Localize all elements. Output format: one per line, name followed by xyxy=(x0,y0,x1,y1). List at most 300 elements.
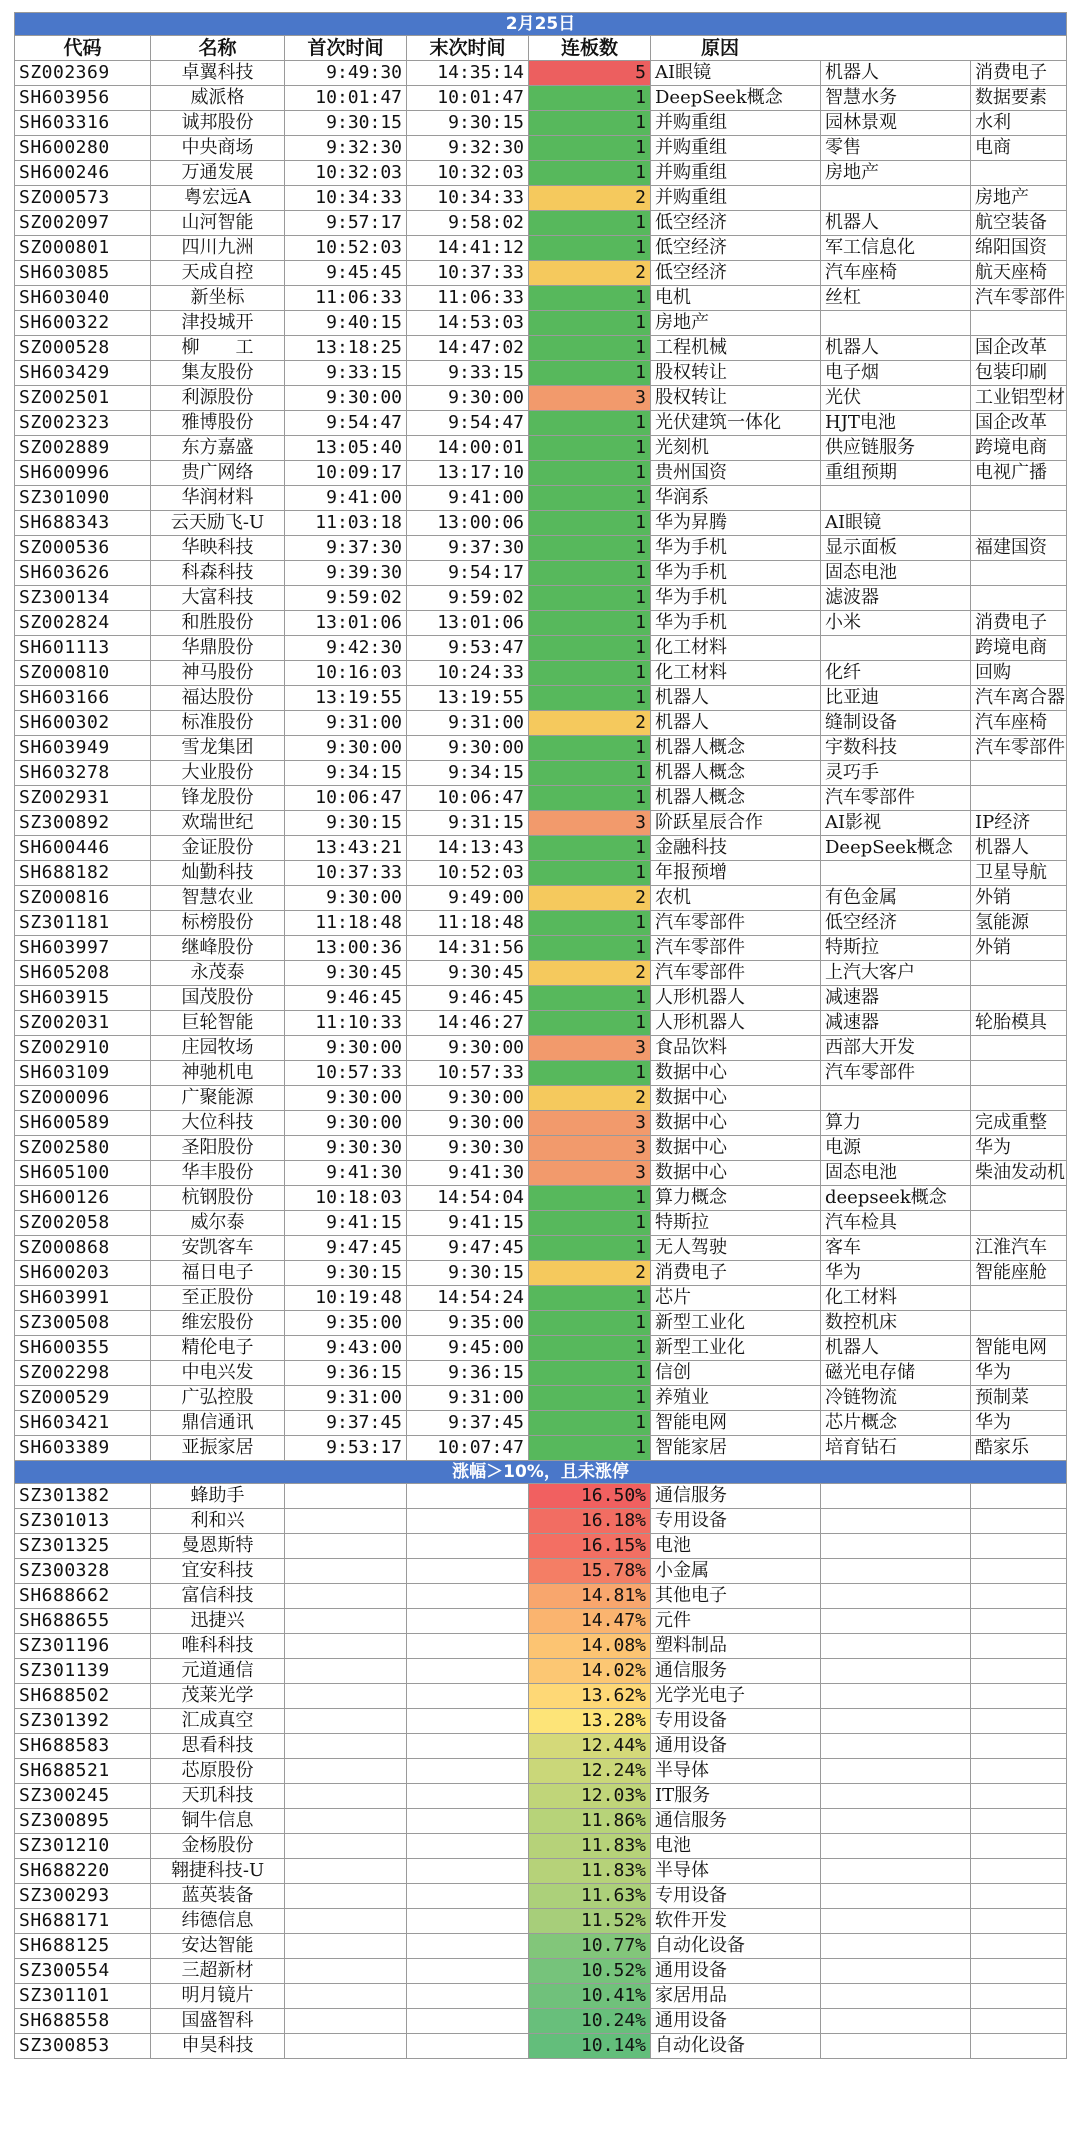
last-limit-time: 9:54:47 xyxy=(407,411,529,436)
stock-code: SZ301382 xyxy=(15,1484,151,1509)
industry: 通信服务 xyxy=(651,1659,821,1684)
industry: 专用设备 xyxy=(651,1709,821,1734)
reason-secondary: 数控机床 xyxy=(821,1311,971,1336)
first-limit-time: 10:09:17 xyxy=(285,461,407,486)
stock-name: 杭钢股份 xyxy=(151,1186,285,1211)
last-limit-time: 9:37:30 xyxy=(407,536,529,561)
empty-cell xyxy=(971,1934,1067,1959)
reason-secondary: 丝杠 xyxy=(821,286,971,311)
consecutive-boards: 3 xyxy=(529,1136,651,1161)
consecutive-boards: 1 xyxy=(529,1211,651,1236)
stock-code: SH600446 xyxy=(15,836,151,861)
reason-secondary: 固态电池 xyxy=(821,1161,971,1186)
consecutive-boards: 2 xyxy=(529,886,651,911)
first-limit-time: 10:32:03 xyxy=(285,161,407,186)
empty-cell xyxy=(821,1584,971,1609)
stock-code: SZ002369 xyxy=(15,61,151,86)
consecutive-boards: 5 xyxy=(529,61,651,86)
reason-tertiary: 跨境电商 xyxy=(971,436,1067,461)
table-row xyxy=(15,236,1067,261)
reason-tertiary xyxy=(971,561,1067,586)
table-row xyxy=(15,1286,1067,1311)
limit-up-body xyxy=(15,61,1067,1461)
consecutive-boards: 1 xyxy=(529,1386,651,1411)
reason-tertiary xyxy=(971,1036,1067,1061)
stock-code: SH603949 xyxy=(15,736,151,761)
reason-secondary: 减速器 xyxy=(821,1011,971,1036)
stock-code: SZ300892 xyxy=(15,811,151,836)
last-limit-time: 9:31:15 xyxy=(407,811,529,836)
table-row xyxy=(15,1484,1067,1509)
reason-tertiary: 汽车零部件 xyxy=(971,736,1067,761)
last-limit-time: 9:32:30 xyxy=(407,136,529,161)
empty-cell xyxy=(407,1634,529,1659)
stock-code: SZ000096 xyxy=(15,1086,151,1111)
last-limit-time: 9:53:47 xyxy=(407,636,529,661)
stock-name: 雪龙集团 xyxy=(151,736,285,761)
first-limit-time: 9:30:30 xyxy=(285,1136,407,1161)
reason-primary: 股权转让 xyxy=(651,361,821,386)
stock-code: SH688220 xyxy=(15,1859,151,1884)
reason-primary: 并购重组 xyxy=(651,136,821,161)
last-limit-time: 9:58:02 xyxy=(407,211,529,236)
first-limit-time: 9:47:45 xyxy=(285,1236,407,1261)
consecutive-boards: 1 xyxy=(529,411,651,436)
stock-name: 和胜股份 xyxy=(151,611,285,636)
stock-code: SH688655 xyxy=(15,1609,151,1634)
table-row xyxy=(15,1884,1067,1909)
table-row xyxy=(15,1411,1067,1436)
industry: 通用设备 xyxy=(651,2009,821,2034)
stock-name: 圣阳股份 xyxy=(151,1136,285,1161)
first-limit-time: 9:54:47 xyxy=(285,411,407,436)
gainers-title-band: 涨幅＞10%，且未涨停 xyxy=(15,1461,1067,1484)
reason-tertiary: 绵阳国资 xyxy=(971,236,1067,261)
stock-name: 安达智能 xyxy=(151,1934,285,1959)
consecutive-boards: 3 xyxy=(529,1161,651,1186)
reason-primary: 消费电子 xyxy=(651,1261,821,1286)
stock-table xyxy=(14,12,1067,2059)
empty-cell xyxy=(971,1784,1067,1809)
reason-secondary: 灵巧手 xyxy=(821,761,971,786)
reason-secondary: 汽车零部件 xyxy=(821,1061,971,1086)
last-limit-time: 9:37:45 xyxy=(407,1411,529,1436)
stock-code: SH603991 xyxy=(15,1286,151,1311)
first-limit-time: 9:37:45 xyxy=(285,1411,407,1436)
table-row xyxy=(15,1036,1067,1061)
table-row xyxy=(15,1311,1067,1336)
stock-name: 大业股份 xyxy=(151,761,285,786)
stock-code: SZ002889 xyxy=(15,436,151,461)
industry: 电池 xyxy=(651,1534,821,1559)
last-limit-time: 10:57:33 xyxy=(407,1061,529,1086)
reason-primary: 华为手机 xyxy=(651,536,821,561)
reason-tertiary: 跨境电商 xyxy=(971,636,1067,661)
gain-percent: 12.44% xyxy=(529,1734,651,1759)
empty-cell xyxy=(971,1659,1067,1684)
consecutive-boards: 1 xyxy=(529,936,651,961)
gain-percent: 11.52% xyxy=(529,1909,651,1934)
reason-primary: 人形机器人 xyxy=(651,1011,821,1036)
first-limit-time: 9:30:15 xyxy=(285,811,407,836)
reason-primary: 华为手机 xyxy=(651,561,821,586)
reason-primary: 算力概念 xyxy=(651,1186,821,1211)
reason-tertiary: 包装印刷 xyxy=(971,361,1067,386)
consecutive-boards: 3 xyxy=(529,386,651,411)
last-limit-time: 9:30:15 xyxy=(407,111,529,136)
empty-cell xyxy=(971,1584,1067,1609)
reason-primary: 人形机器人 xyxy=(651,986,821,1011)
table-row xyxy=(15,136,1067,161)
consecutive-boards: 1 xyxy=(529,236,651,261)
reason-primary: 无人驾驶 xyxy=(651,1236,821,1261)
stock-code: SH603956 xyxy=(15,86,151,111)
last-limit-time: 9:41:00 xyxy=(407,486,529,511)
header-boards: 连板数 xyxy=(529,36,651,61)
stock-code: SZ300328 xyxy=(15,1559,151,1584)
reason-secondary: DeepSeek概念 xyxy=(821,836,971,861)
consecutive-boards: 1 xyxy=(529,836,651,861)
reason-secondary: 培育钻石 xyxy=(821,1436,971,1461)
header-name: 名称 xyxy=(151,36,285,61)
consecutive-boards: 1 xyxy=(529,686,651,711)
stock-name: 迅捷兴 xyxy=(151,1609,285,1634)
reason-primary: 股权转让 xyxy=(651,386,821,411)
empty-cell xyxy=(821,1884,971,1909)
empty-cell xyxy=(821,1834,971,1859)
table-row xyxy=(15,586,1067,611)
reason-tertiary: 福建国资 xyxy=(971,536,1067,561)
industry: 半导体 xyxy=(651,1759,821,1784)
last-limit-time: 9:59:02 xyxy=(407,586,529,611)
industry: 软件开发 xyxy=(651,1909,821,1934)
empty-cell xyxy=(285,1809,407,1834)
reason-secondary xyxy=(821,636,971,661)
reason-tertiary: 水利 xyxy=(971,111,1067,136)
stock-code: SH688125 xyxy=(15,1934,151,1959)
last-limit-time: 9:49:00 xyxy=(407,886,529,911)
stock-name: 津投城开 xyxy=(151,311,285,336)
header-code: 代码 xyxy=(15,36,151,61)
table-row xyxy=(15,836,1067,861)
reason-secondary xyxy=(821,186,971,211)
table-row xyxy=(15,1859,1067,1884)
reason-primary: 农机 xyxy=(651,886,821,911)
last-limit-time: 11:06:33 xyxy=(407,286,529,311)
empty-cell xyxy=(821,1909,971,1934)
reason-primary: 信创 xyxy=(651,1361,821,1386)
reason-primary: 新型工业化 xyxy=(651,1336,821,1361)
stock-code: SH600280 xyxy=(15,136,151,161)
header-reason: 原因 xyxy=(651,36,1067,61)
reason-secondary: 电子烟 xyxy=(821,361,971,386)
reason-primary: 数据中心 xyxy=(651,1086,821,1111)
reason-secondary: AI影视 xyxy=(821,811,971,836)
reason-secondary xyxy=(821,861,971,886)
table-row xyxy=(15,1934,1067,1959)
stock-name: 威派格 xyxy=(151,86,285,111)
first-limit-time: 9:30:15 xyxy=(285,1261,407,1286)
first-limit-time: 13:05:40 xyxy=(285,436,407,461)
empty-cell xyxy=(285,1834,407,1859)
reason-tertiary xyxy=(971,961,1067,986)
industry: 通用设备 xyxy=(651,1734,821,1759)
industry: 专用设备 xyxy=(651,1509,821,1534)
gain-percent: 11.86% xyxy=(529,1809,651,1834)
stock-code: SZ301392 xyxy=(15,1709,151,1734)
reason-secondary: 低空经济 xyxy=(821,911,971,936)
table-row xyxy=(15,1509,1067,1534)
consecutive-boards: 1 xyxy=(529,436,651,461)
reason-primary: 光伏建筑一体化 xyxy=(651,411,821,436)
table-row xyxy=(15,1261,1067,1286)
stock-name: 元道通信 xyxy=(151,1659,285,1684)
gain-percent: 14.81% xyxy=(529,1584,651,1609)
stock-name: 华润材料 xyxy=(151,486,285,511)
consecutive-boards: 1 xyxy=(529,511,651,536)
reason-secondary: 园林景观 xyxy=(821,111,971,136)
stock-name: 灿勤科技 xyxy=(151,861,285,886)
empty-cell xyxy=(407,1734,529,1759)
reason-primary: 智能家居 xyxy=(651,1436,821,1461)
table-row xyxy=(15,1111,1067,1136)
reason-primary: 机器人 xyxy=(651,711,821,736)
reason-secondary: 特斯拉 xyxy=(821,936,971,961)
last-limit-time: 9:46:45 xyxy=(407,986,529,1011)
consecutive-boards: 2 xyxy=(529,961,651,986)
stock-name: 万通发展 xyxy=(151,161,285,186)
last-limit-time: 9:36:15 xyxy=(407,1361,529,1386)
empty-cell xyxy=(971,1634,1067,1659)
stock-code: SH688171 xyxy=(15,1909,151,1934)
last-limit-time: 14:47:02 xyxy=(407,336,529,361)
empty-cell xyxy=(407,1759,529,1784)
reason-tertiary: 预制菜 xyxy=(971,1386,1067,1411)
empty-cell xyxy=(407,1909,529,1934)
reason-primary: 数据中心 xyxy=(651,1061,821,1086)
first-limit-time: 10:18:03 xyxy=(285,1186,407,1211)
gain-percent: 10.24% xyxy=(529,2009,651,2034)
last-limit-time: 14:35:14 xyxy=(407,61,529,86)
stock-code: SZ300245 xyxy=(15,1784,151,1809)
reason-tertiary: 轮胎模具 xyxy=(971,1011,1067,1036)
empty-cell xyxy=(821,1959,971,1984)
table-row xyxy=(15,1186,1067,1211)
stock-code: SH603421 xyxy=(15,1411,151,1436)
first-limit-time: 9:33:15 xyxy=(285,361,407,386)
empty-cell xyxy=(971,1609,1067,1634)
reason-tertiary xyxy=(971,1186,1067,1211)
stock-code: SH601113 xyxy=(15,636,151,661)
first-limit-time: 9:53:17 xyxy=(285,1436,407,1461)
last-limit-time: 9:30:30 xyxy=(407,1136,529,1161)
table-row xyxy=(15,361,1067,386)
gain-percent: 14.02% xyxy=(529,1659,651,1684)
industry: 半导体 xyxy=(651,1859,821,1884)
stock-code: SZ000816 xyxy=(15,886,151,911)
consecutive-boards: 1 xyxy=(529,86,651,111)
first-limit-time: 9:49:30 xyxy=(285,61,407,86)
consecutive-boards: 2 xyxy=(529,1086,651,1111)
reason-primary: 并购重组 xyxy=(651,111,821,136)
stock-name: 安凯客车 xyxy=(151,1236,285,1261)
stock-code: SH600322 xyxy=(15,311,151,336)
header-first-time: 首次时间 xyxy=(285,36,407,61)
column-header-row xyxy=(15,36,1067,61)
stock-name: 广聚能源 xyxy=(151,1086,285,1111)
last-limit-time: 14:53:03 xyxy=(407,311,529,336)
empty-cell xyxy=(407,1609,529,1634)
consecutive-boards: 3 xyxy=(529,1036,651,1061)
stock-name: 雅博股份 xyxy=(151,411,285,436)
stock-name: 国茂股份 xyxy=(151,986,285,1011)
empty-cell xyxy=(821,1809,971,1834)
last-limit-time: 9:30:00 xyxy=(407,1111,529,1136)
first-limit-time: 9:30:45 xyxy=(285,961,407,986)
reason-tertiary xyxy=(971,161,1067,186)
stock-name: 标榜股份 xyxy=(151,911,285,936)
reason-tertiary: 电视广播 xyxy=(971,461,1067,486)
empty-cell xyxy=(407,1934,529,1959)
empty-cell xyxy=(821,1484,971,1509)
consecutive-boards: 1 xyxy=(529,486,651,511)
reason-primary: 贵州国资 xyxy=(651,461,821,486)
stock-name: 中央商场 xyxy=(151,136,285,161)
table-row xyxy=(15,736,1067,761)
reason-tertiary xyxy=(971,1311,1067,1336)
reason-primary: 并购重组 xyxy=(651,161,821,186)
first-limit-time: 10:34:33 xyxy=(285,186,407,211)
stock-code: SH688343 xyxy=(15,511,151,536)
consecutive-boards: 1 xyxy=(529,1361,651,1386)
empty-cell xyxy=(285,1734,407,1759)
last-limit-time: 9:45:00 xyxy=(407,1336,529,1361)
table-row xyxy=(15,1959,1067,1984)
empty-cell xyxy=(407,1659,529,1684)
reason-tertiary: 数据要素 xyxy=(971,86,1067,111)
reason-primary: 数据中心 xyxy=(651,1136,821,1161)
reason-primary: 并购重组 xyxy=(651,186,821,211)
empty-cell xyxy=(407,1859,529,1884)
last-limit-time: 9:30:00 xyxy=(407,386,529,411)
stock-name: 思看科技 xyxy=(151,1734,285,1759)
consecutive-boards: 1 xyxy=(529,311,651,336)
reason-secondary: HJT电池 xyxy=(821,411,971,436)
consecutive-boards: 1 xyxy=(529,1336,651,1361)
gain-percent: 10.14% xyxy=(529,2034,651,2059)
consecutive-boards: 1 xyxy=(529,1286,651,1311)
table-row xyxy=(15,186,1067,211)
stock-code: SH603316 xyxy=(15,111,151,136)
stock-name: 汇成真空 xyxy=(151,1709,285,1734)
table-row xyxy=(15,286,1067,311)
gain-percent: 10.41% xyxy=(529,1984,651,2009)
reason-secondary: 显示面板 xyxy=(821,536,971,561)
empty-cell xyxy=(285,1884,407,1909)
last-limit-time: 9:31:00 xyxy=(407,1386,529,1411)
reason-primary: 智能电网 xyxy=(651,1411,821,1436)
stock-name: 天玑科技 xyxy=(151,1784,285,1809)
reason-secondary: 智慧水务 xyxy=(821,86,971,111)
stock-name: 三超新材 xyxy=(151,1959,285,1984)
stock-code: SH600246 xyxy=(15,161,151,186)
last-limit-time: 9:30:15 xyxy=(407,1261,529,1286)
reason-tertiary: 氢能源 xyxy=(971,911,1067,936)
reason-tertiary: 机器人 xyxy=(971,836,1067,861)
reason-tertiary: 华为 xyxy=(971,1136,1067,1161)
stock-name: 智慧农业 xyxy=(151,886,285,911)
empty-cell xyxy=(821,1759,971,1784)
stock-name: 大位科技 xyxy=(151,1111,285,1136)
reason-secondary: 有色金属 xyxy=(821,886,971,911)
last-limit-time: 14:46:27 xyxy=(407,1011,529,1036)
empty-cell xyxy=(285,1684,407,1709)
first-limit-time: 9:57:17 xyxy=(285,211,407,236)
first-limit-time: 10:57:33 xyxy=(285,1061,407,1086)
empty-cell xyxy=(407,2034,529,2059)
reason-tertiary: 汽车离合器 xyxy=(971,686,1067,711)
table-row xyxy=(15,611,1067,636)
reason-primary: 房地产 xyxy=(651,311,821,336)
stock-code: SZ002580 xyxy=(15,1136,151,1161)
reason-tertiary: 国企改革 xyxy=(971,411,1067,436)
stock-name: 鼎信通讯 xyxy=(151,1411,285,1436)
consecutive-boards: 1 xyxy=(529,911,651,936)
empty-cell xyxy=(407,1534,529,1559)
reason-tertiary: 智能座舱 xyxy=(971,1261,1067,1286)
first-limit-time: 9:36:15 xyxy=(285,1361,407,1386)
gainers-body xyxy=(15,1484,1067,2059)
table-row xyxy=(15,1809,1067,1834)
stock-name: 明月镜片 xyxy=(151,1984,285,2009)
reason-tertiary: 华为 xyxy=(971,1411,1067,1436)
empty-cell xyxy=(821,1709,971,1734)
reason-secondary: 固态电池 xyxy=(821,561,971,586)
empty-cell xyxy=(821,1734,971,1759)
stock-name: 金杨股份 xyxy=(151,1834,285,1859)
stock-name: 国盛智科 xyxy=(151,2009,285,2034)
table-row xyxy=(15,686,1067,711)
reason-primary: 新型工业化 xyxy=(651,1311,821,1336)
industry: 专用设备 xyxy=(651,1884,821,1909)
stock-code: SH603997 xyxy=(15,936,151,961)
consecutive-boards: 1 xyxy=(529,986,651,1011)
empty-cell xyxy=(971,1484,1067,1509)
stock-code: SZ301181 xyxy=(15,911,151,936)
reason-tertiary xyxy=(971,786,1067,811)
last-limit-time: 9:41:30 xyxy=(407,1161,529,1186)
stock-code: SZ301325 xyxy=(15,1534,151,1559)
empty-cell xyxy=(285,1484,407,1509)
consecutive-boards: 1 xyxy=(529,136,651,161)
reason-secondary: 零售 xyxy=(821,136,971,161)
empty-cell xyxy=(285,1759,407,1784)
empty-cell xyxy=(971,1559,1067,1584)
table-row xyxy=(15,61,1067,86)
reason-secondary: 磁光电存储 xyxy=(821,1361,971,1386)
reason-secondary: 机器人 xyxy=(821,211,971,236)
empty-cell xyxy=(407,1809,529,1834)
table-row xyxy=(15,1534,1067,1559)
reason-tertiary xyxy=(971,1061,1067,1086)
first-limit-time: 13:18:25 xyxy=(285,336,407,361)
empty-cell xyxy=(971,1684,1067,1709)
reason-tertiary: 卫星导航 xyxy=(971,861,1067,886)
reason-primary: AI眼镜 xyxy=(651,61,821,86)
stock-name: 茂莱光学 xyxy=(151,1684,285,1709)
industry: 自动化设备 xyxy=(651,1934,821,1959)
reason-tertiary: 智能电网 xyxy=(971,1336,1067,1361)
